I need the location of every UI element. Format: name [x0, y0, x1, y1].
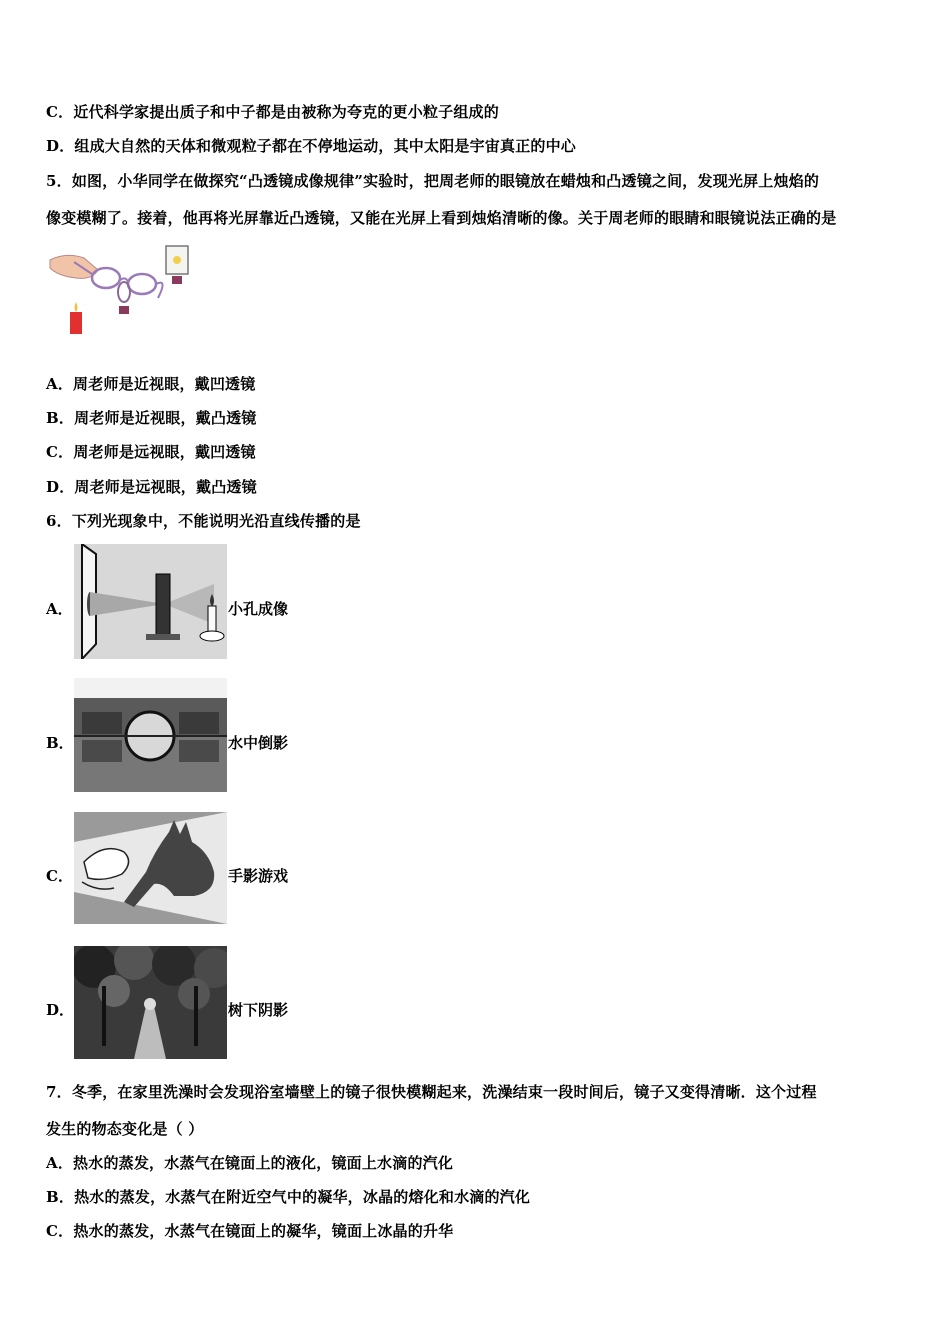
q6-option-b-label: B． — [46, 734, 74, 752]
q6-option-b-text: 水中倒影 — [228, 734, 289, 752]
q6-option-c-text: 手影游戏 — [228, 867, 289, 885]
q7-option-b: B．热水的蒸发，水蒸气在附近空气中的凝华，冰晶的熔化和水滴的汽化 — [46, 1188, 531, 1206]
q6-option-d-text: 树下阴影 — [228, 1001, 289, 1019]
q6-pic-tree-shade — [74, 946, 227, 1059]
q6-option-a-label: A． — [46, 600, 73, 618]
q6-option-a-text: 小孔成像 — [228, 600, 289, 618]
q7-stem-line1: 7．冬季，在家里洗澡时会发现浴室墙壁上的镜子很快模糊起来，洗澡结束一段时间后，镜子又变得清晰．这个过程 — [46, 1083, 817, 1101]
q6-stem: 6．下列光现象中，不能说明光沿直线传播的是 — [46, 512, 361, 530]
q5-option-a: A．周老师是近视眼，戴凹透镜 — [46, 375, 256, 393]
q5-stem-line2: 像变模糊了。接着，他再将光屏靠近凸透镜，又能在光屏上看到烛焰清晰的像。关于周老师的眼睛和眼镜说法正确的是 — [46, 209, 837, 227]
q6-pic-pinhole-camera — [74, 544, 227, 659]
q6-option-c-label: C． — [46, 867, 73, 885]
q5-stem-line1: 5．如图，小华同学在做探究“凸透镜成像规律”实验时，把周老师的眼镜放在蜡烛和凸透镜之间，发现光屏上烛焰的 — [46, 172, 820, 190]
q7-option-c: C．热水的蒸发，水蒸气在镜面上的凝华，镜面上冰晶的升华 — [46, 1222, 454, 1240]
q6-option-d-label: D． — [46, 1001, 75, 1019]
q5-option-b: B．周老师是近视眼，戴凸透镜 — [46, 409, 257, 427]
q4-option-d: D．组成大自然的天体和微观粒子都在不停地运动，其中太阳是宇宙真正的中心 — [46, 137, 577, 155]
q4-option-c: C．近代科学家提出质子和中子都是由被称为夸克的更小粒子组成的 — [46, 103, 499, 121]
q5-option-d: D．周老师是远视眼，戴凸透镜 — [46, 478, 257, 496]
q7-stem-line2: 发生的物态变化是（ ） — [46, 1120, 204, 1138]
q7-option-a: A．热水的蒸发，水蒸气在镜面上的液化，镜面上水滴的汽化 — [46, 1154, 454, 1172]
q6-pic-bridge-reflection — [74, 678, 227, 792]
q5-option-c: C．周老师是远视眼，戴凹透镜 — [46, 443, 256, 461]
q6-pic-hand-shadow — [74, 812, 227, 924]
q5-figure-glasses-candle — [46, 240, 196, 340]
